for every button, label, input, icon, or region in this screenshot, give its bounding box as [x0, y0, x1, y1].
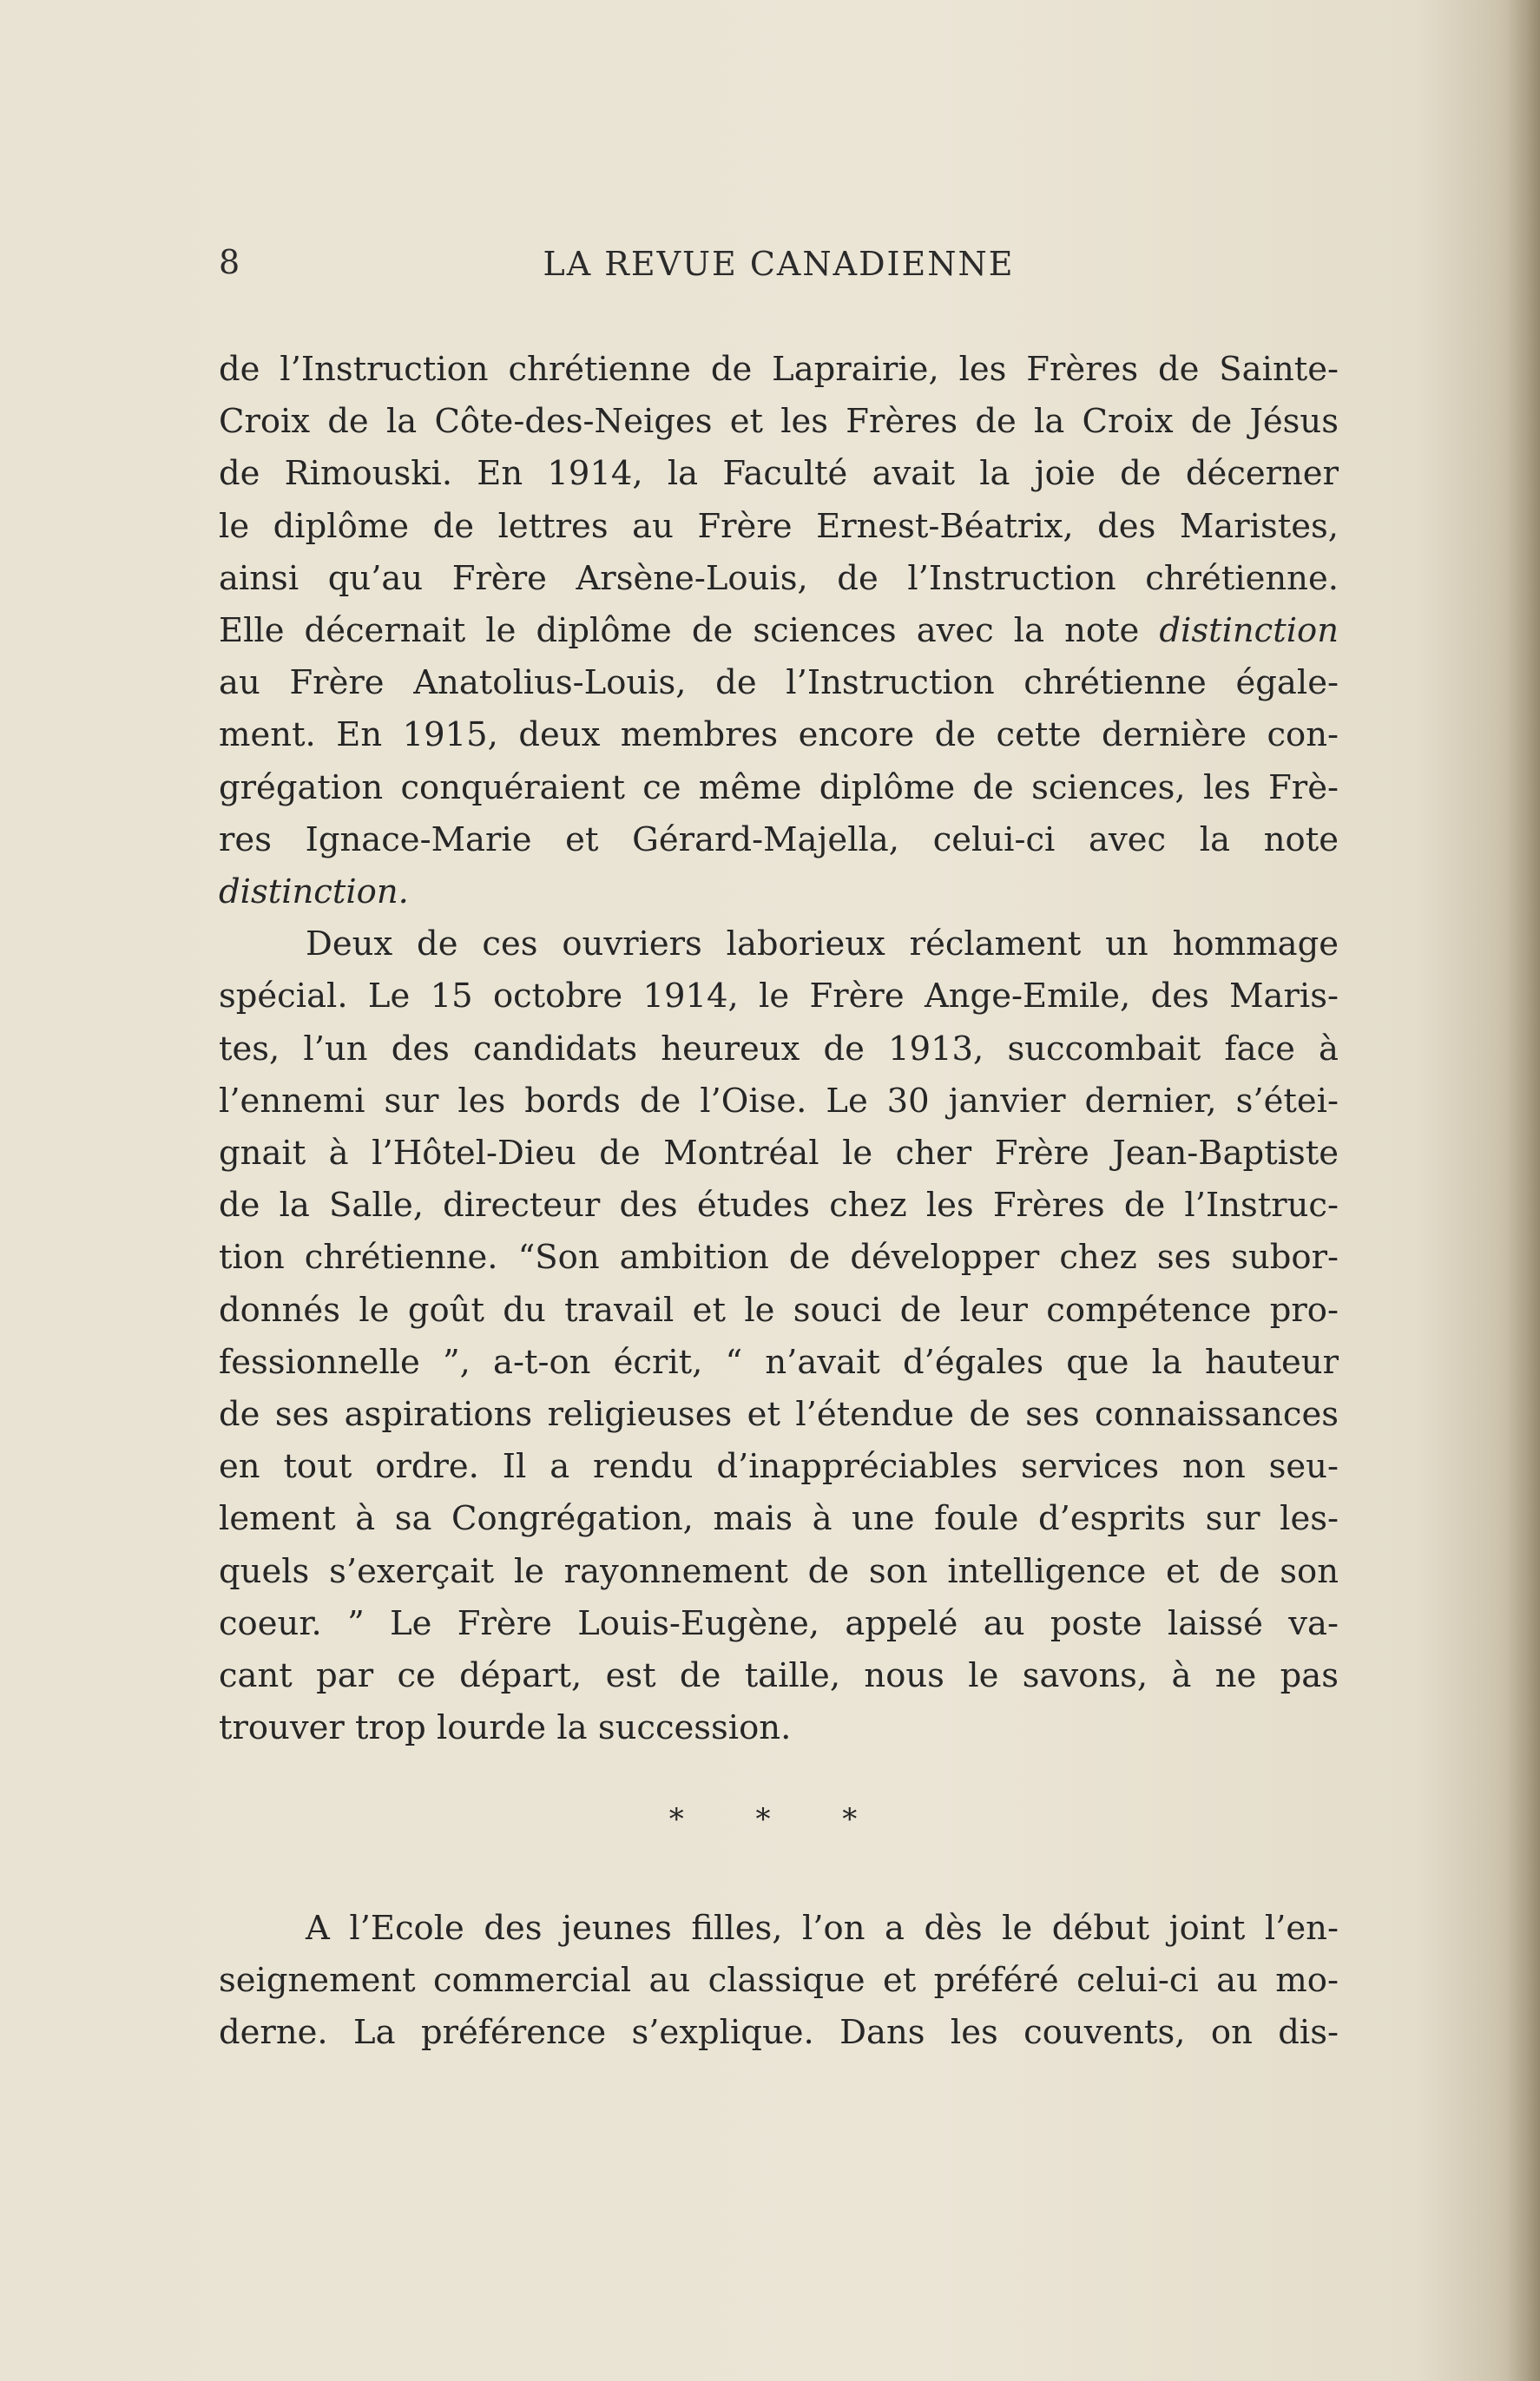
text-line: Deux de ces ouvriers laborieux réclament un hommage	[306, 924, 1339, 964]
main-text	[219, 344, 1339, 1754]
paragraph-2	[219, 918, 1339, 1754]
text-line: de ses aspirations religieuses et l’étendue de ses connaissances	[219, 1395, 1339, 1435]
main-text-continued	[219, 1903, 1339, 2060]
paragraph-3	[219, 1903, 1339, 2060]
running-head: LA REVUE CANADIENNE	[543, 245, 1015, 283]
text-line	[219, 866, 1339, 918]
text-line: gnait à l’Hôtel-Dieu de Montréal le cher Frère Jean-Baptiste	[219, 1134, 1339, 1174]
text-line: au Frère Anatolius-Louis, de l’Instruction chrétienne égale-	[219, 663, 1339, 703]
text-line: derne. La préférence s’explique. Dans les couvents, on dis-	[219, 2013, 1339, 2053]
text-line: de la Salle, directeur des études chez les Frères de l’Instruc-	[219, 1186, 1339, 1226]
text-line: seignement commercial au classique et préféré celui-ci au mo-	[219, 1961, 1339, 2001]
text-line: A l’Ecole des jeunes filles, l’on a dès le début joint l’en-	[306, 1909, 1339, 1948]
text-segment: Elle décernait le diplôme de sciences avec la note	[219, 611, 1140, 651]
text-line: quels s’exerçait le rayonnement de son intelligence et de son	[219, 1551, 1339, 1591]
text-line: donnés le goût du travail et le souci de leur compétence pro-	[219, 1290, 1339, 1330]
text-line: cant par ce départ, est de taille, nous le savons, à ne pas	[219, 1656, 1339, 1696]
text-line: l’ennemi sur les bords de l’Oise. Le 30 janvier dernier, s’étei-	[219, 1081, 1339, 1121]
italic-word: distinction.	[219, 872, 409, 912]
text-line: coeur. ” Le Frère Louis-Eugène, appelé au poste laissé va-	[219, 1603, 1339, 1643]
text-line: ainsi qu’au Frère Arsène-Louis, de l’Instruction chrétienne.	[219, 558, 1339, 598]
paragraph-1	[219, 344, 1339, 918]
text-line: ment. En 1915, deux membres encore de cette dernière con-	[219, 715, 1339, 755]
page-edge-shadow	[1507, 0, 1540, 2381]
text-line: de l’Instruction chrétienne de Laprairie, les Frères de Sainte-	[219, 350, 1339, 389]
italic-word: distinction	[1159, 611, 1339, 651]
page-header	[219, 243, 1339, 286]
page-number: 8	[219, 243, 240, 281]
text-line: res Ignace-Marie et Gérard-Majella, celui-ci avec la note	[219, 819, 1339, 859]
text-line: tion chrétienne. “Son ambition de développer chez ses subor-	[219, 1238, 1339, 1278]
text-line-with-italic	[219, 605, 1339, 657]
section-separator: * * *	[668, 1802, 889, 1837]
text-line: tes, l’un des candidats heureux de 1913, succombait face à	[219, 1029, 1339, 1069]
text-line: Croix de la Côte-des-Neiges et les Frères de la Croix de Jésus	[219, 402, 1339, 442]
text-line: grégation conquéraient ce même diplôme de sciences, les Frè-	[219, 767, 1339, 807]
text-line: lement à sa Congrégation, mais à une foule d’esprits sur les-	[219, 1499, 1339, 1539]
text-line: en tout ordre. Il a rendu d’inappréciables services non seu-	[219, 1447, 1339, 1487]
text-line: fessionnelle ”, a-t-on écrit, “ n’avait d’égales que la hauteur	[219, 1342, 1339, 1382]
text-line: le diplôme de lettres au Frère Ernest-Béatrix, des Maristes,	[219, 506, 1339, 546]
text-line: spécial. Le 15 octobre 1914, le Frère Ange-Emile, des Maris-	[219, 977, 1339, 1016]
text-line: de Rimouski. En 1914, la Faculté avait la joie de décerner	[219, 454, 1339, 494]
text-line: trouver trop lourde la succession.	[219, 1708, 792, 1748]
